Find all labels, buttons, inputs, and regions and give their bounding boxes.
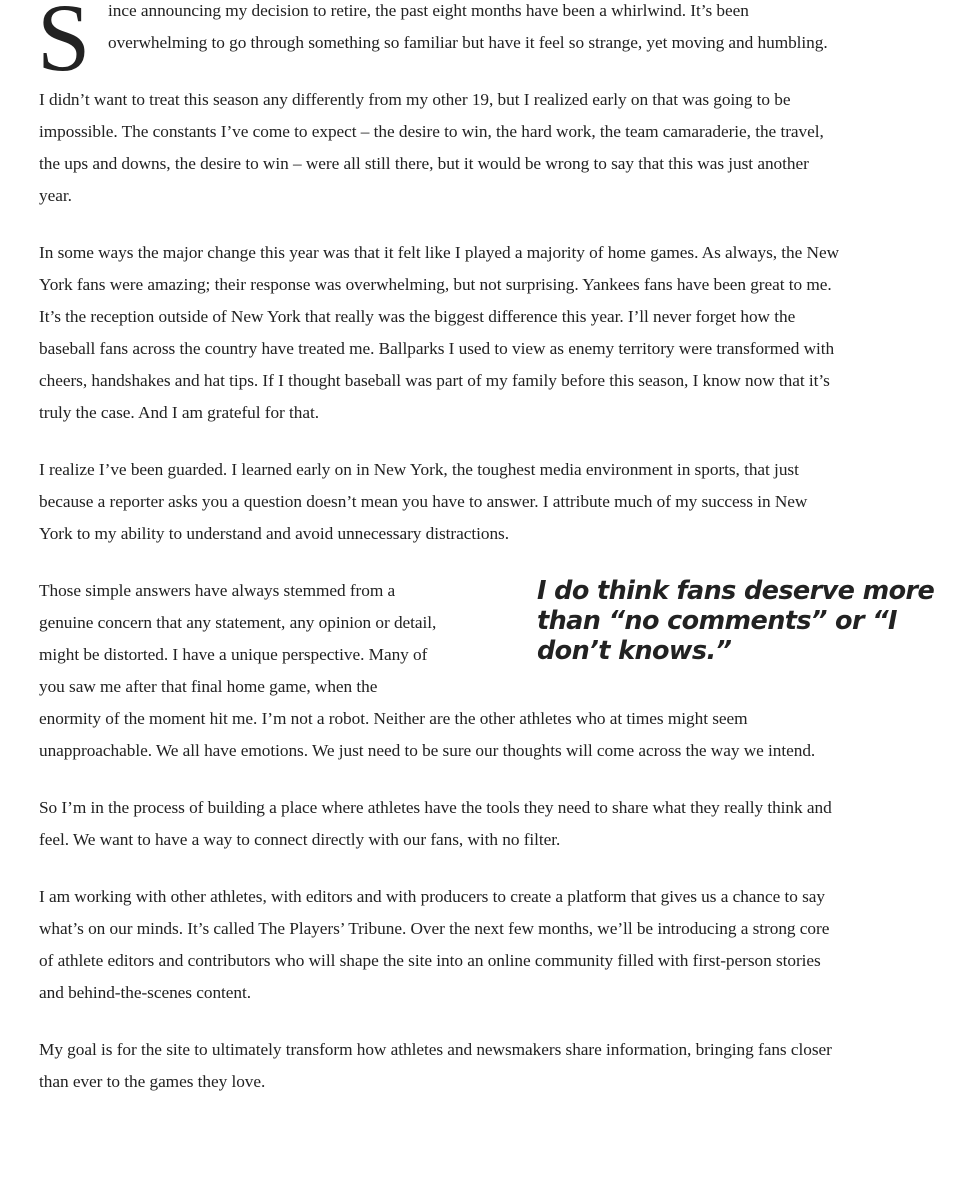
paragraph-text: Those simple answers have always stemmed from a genuine concern that any statement, any opinion or detail, might be distorted. I have a unique perspective. Many of you saw me after that final home game, when the enormity of the moment hit me. I’m not a robot. Neither are the other athletes who at times might seem unapproachable. We all have emotions. We just need to be sure our thoughts will come across the way we intend. xyxy=(39,581,816,760)
article-body xyxy=(37,0,935,1123)
paragraph-with-pullquote xyxy=(39,575,935,767)
article-paragraph-intro xyxy=(37,0,841,91)
pull-quote: I do think fans deserve more than “no comments” or “I don’t knows.” xyxy=(537,576,935,666)
paragraph-text: ince announcing my decision to retire, the past eight months have been a whirlwind. It’s been overwhelming to go through something so familiar but have it feel so strange, yet moving and humbling. xyxy=(108,1,828,52)
drop-cap: S xyxy=(37,0,91,91)
article-paragraph: So I’m in the process of building a place where athletes have the tools they need to share what they really think and feel. We want to have a way to connect directly with our fans, with no filter. xyxy=(39,798,832,849)
article-paragraph: I am working with other athletes, with editors and with producers to create a platform that gives us a chance to say what’s on our minds. It’s called The Players’ Tribune. Over the next few months, we’ll be introducing a strong core of athlete editors and contributors who will shape the site into an online community filled with first-person stories and behind-the-scenes content. xyxy=(39,887,830,1002)
article-paragraph: My goal is for the site to ultimately transform how athletes and newsmakers share information, bringing fans closer than ever to the games they love. xyxy=(39,1040,832,1091)
article-paragraph: I realize I’ve been guarded. I learned early on in New York, the toughest media environment in sports, that just because a reporter asks you a question doesn’t mean you have to answer. I attribute much of my success in New York to my ability to understand and avoid unnecessary distractions. xyxy=(39,460,808,543)
article-paragraph: In some ways the major change this year was that it felt like I played a majority of home games. As always, the New York fans were amazing; their response was overwhelming, but not surprising. Yankees fans have been great to me. It’s the reception outside of New York that really was the biggest difference this year. I’ll never forget how the baseball fans across the country have treated me. Ballparks I used to view as enemy territory were transformed with cheers, handshakes and hat tips. If I thought baseball was part of my family before this season, I know now that it’s truly the case. And I am grateful for that. xyxy=(39,243,839,422)
article-paragraph: I didn’t want to treat this season any differently from my other 19, but I realized early on that was going to be impossible. The constants I’ve come to expect – the desire to win, the hard work, the team camaraderie, the travel, the ups and downs, the desire to win – were all still there, but it would be wrong to say that this was just another year. xyxy=(39,90,824,205)
